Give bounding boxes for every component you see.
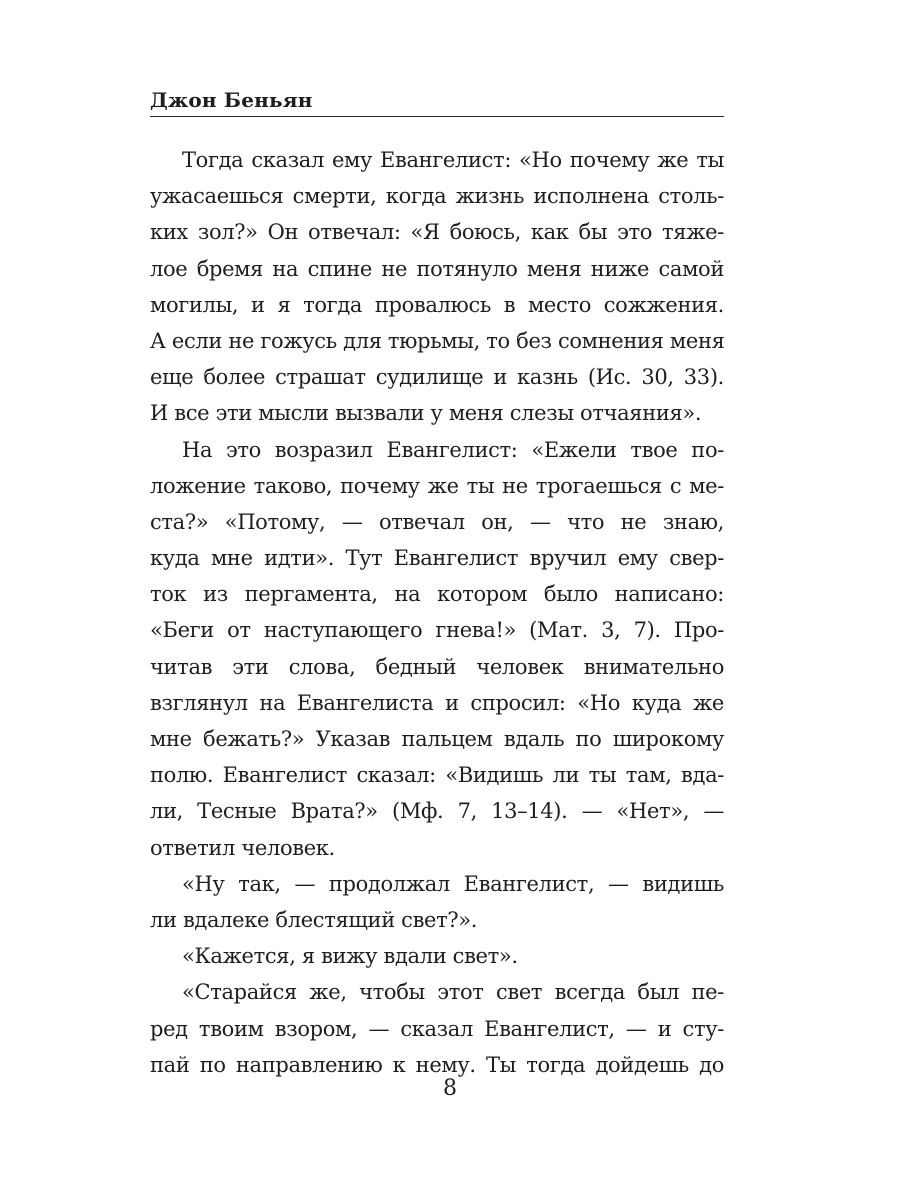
text-line: Тогда сказал ему Евангелист: «Но почему же ты <box>182 148 724 172</box>
text-line: ужасаешься смерти, когда жизнь исполнена столь- <box>150 184 724 209</box>
text-line: ли вдалеке блестящий свет?». <box>150 907 478 932</box>
text-line: ли, Тесные Врата?» (Мф. 7, 13–14). — «Нет», — <box>150 799 724 824</box>
text-line: читав эти слова, бедный человек внимательно <box>150 654 724 679</box>
text-line: А если не гожусь для тюрьмы, то без сомнения меня <box>150 328 725 353</box>
text-line: ред твоим взором, — сказал Евангелист, — и сту- <box>150 1016 724 1041</box>
page-number: 8 <box>443 1076 457 1101</box>
text-line: На это возразил Евангелист: «Ежели твое по- <box>182 437 724 462</box>
text-line: «Беги от наступающего гнева!» (Мат. 3, 7). Про- <box>150 618 724 643</box>
text-line: ложение таково, почему же ты не трогаешься с ме- <box>150 473 724 498</box>
text-line: И все эти мысли вызвали у меня слезы отчаяния». <box>150 401 702 426</box>
body-text <box>150 142 724 1083</box>
text-line: взглянул на Евангелиста и спросил: «Но куда же <box>150 690 724 715</box>
text-line: куда мне идти». Тут Евангелист вручил ему свер- <box>150 546 724 571</box>
text-line: ких зол?» Он отвечал: «Я боюсь, как бы это тяже- <box>150 220 724 245</box>
text-line: пай по направлению к нему. Ты тогда дойдешь до <box>150 1052 724 1077</box>
text-line: еще более страшат судилище и казнь (Ис. 30, 33). <box>150 365 724 390</box>
text-line: «Ну так, — продолжал Евангелист, — видишь <box>182 871 724 896</box>
text-line: ста?» «Потому, — отвечал он, — что не знаю, <box>150 509 724 534</box>
text-line: «Кажется, я вижу вдали свет». <box>182 944 518 969</box>
text-line: ответил человек. <box>150 835 335 860</box>
running-header <box>150 84 724 117</box>
text-line: мне бежать?» Указав пальцем вдаль по широкому <box>150 727 724 751</box>
text-line: ток из пергамента, на котором было написано: <box>150 582 724 607</box>
author-name: Джон Беньян <box>150 88 313 112</box>
text-line: «Старайся же, чтобы этот свет всегда был пе- <box>182 980 724 1005</box>
text-line: могилы, и я тогда провалюсь в место сожжения. <box>150 292 724 317</box>
text-line: лое бремя на спине не потянуло меня ниже самой <box>150 256 724 281</box>
text-line: полю. Евангелист сказал: «Видишь ли ты там, вда- <box>150 763 724 788</box>
